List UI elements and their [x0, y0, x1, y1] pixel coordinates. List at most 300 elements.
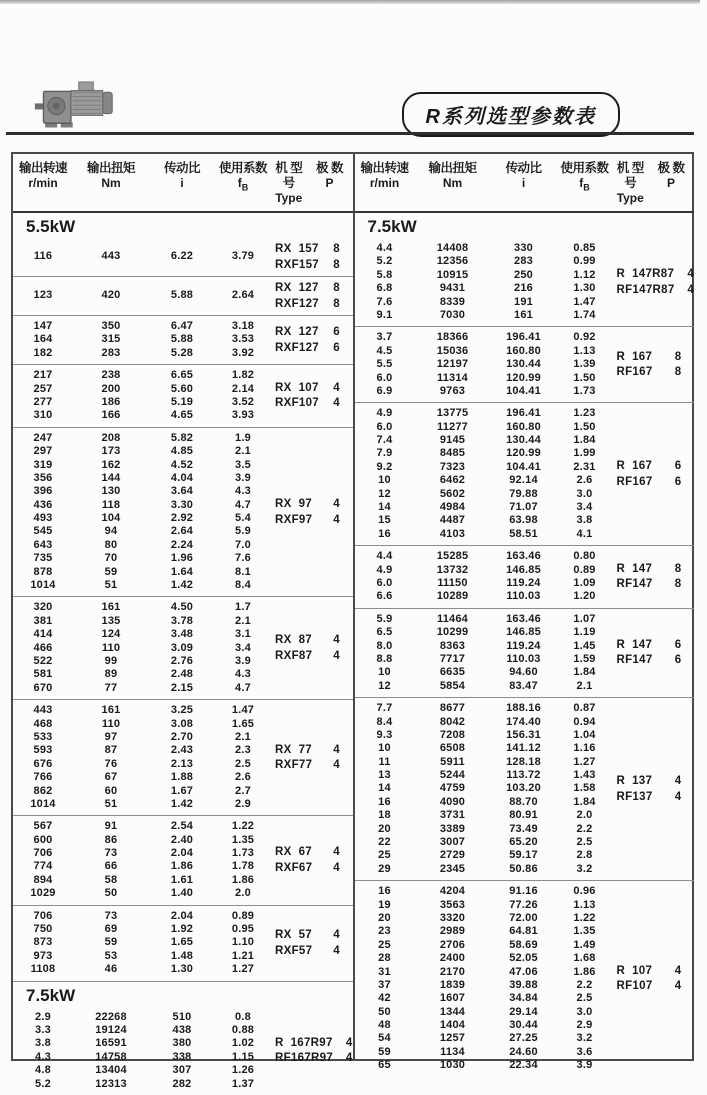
cell-ratio: 2.04 — [170, 847, 194, 860]
table-row — [13, 682, 271, 695]
cell-service-factor: 2.3 — [235, 744, 251, 757]
cell-torque: 420 — [101, 289, 121, 302]
type-block — [271, 497, 353, 527]
cell-ratio: 1.61 — [170, 873, 194, 886]
table-row — [13, 936, 271, 949]
cell-service-factor: 3.6 — [576, 1045, 593, 1058]
cell-speed: 31 — [378, 965, 391, 978]
cell-service-factor: 2.7 — [235, 784, 251, 797]
cell-service-factor: 0.94 — [573, 715, 596, 728]
cell-service-factor: 1.50 — [573, 371, 596, 384]
table-row — [355, 1059, 613, 1072]
cell-speed: 116 — [33, 250, 53, 263]
cell-speed: 6.5 — [376, 626, 393, 639]
cell-torque: 59 — [104, 936, 118, 949]
table-row — [13, 1051, 271, 1064]
cell-poles: 6 — [333, 326, 340, 339]
cell-speed: 123 — [33, 289, 53, 302]
cell-torque: 118 — [101, 498, 121, 511]
header-service-factor: 使用系数 $f_B$ — [218, 161, 267, 193]
table-row — [355, 912, 613, 925]
cell-ratio: 3.25 — [170, 704, 194, 717]
cell-torque: 66 — [104, 860, 118, 873]
cell-ratio: 163.46 — [506, 612, 541, 625]
cell-poles: 8 — [333, 243, 340, 255]
table-row — [13, 923, 271, 936]
cell-poles: 8 — [333, 282, 340, 294]
cell-ratio: 1.42 — [170, 797, 194, 810]
model-group — [13, 238, 353, 276]
table-row — [13, 758, 271, 771]
cell-torque: 14758 — [95, 1050, 127, 1063]
type-line — [271, 297, 353, 312]
cell-torque: 12197 — [436, 358, 469, 371]
table-row — [355, 488, 613, 501]
model-group — [355, 608, 695, 697]
cell-ratio: 2.54 — [170, 820, 194, 833]
cell-torque: 73 — [104, 909, 118, 922]
cell-service-factor: 0.95 — [231, 923, 255, 936]
type-block — [271, 242, 353, 272]
cell-service-factor: 3.0 — [576, 1005, 593, 1018]
model-group — [355, 402, 695, 545]
cell-torque: 94 — [104, 525, 118, 538]
table-row — [13, 499, 271, 512]
cell-speed: 247 — [33, 431, 53, 444]
table-row — [13, 432, 271, 445]
cell-service-factor: 2.9 — [576, 1019, 593, 1032]
table-row — [13, 910, 271, 923]
table-row — [355, 899, 613, 912]
section-power-label: 7.5kW — [367, 217, 417, 236]
cell-speed: 676 — [33, 757, 53, 770]
cell-speed: 16 — [378, 795, 391, 808]
cell-ratio: 510 — [172, 1010, 192, 1023]
cell-speed: 4.5 — [376, 344, 393, 357]
table-row — [13, 887, 271, 900]
table-row — [13, 1024, 271, 1037]
cell-ratio: 1.30 — [170, 963, 194, 976]
model-group — [13, 699, 353, 815]
cell-speed: 297 — [33, 445, 53, 458]
cell-service-factor: 1.26 — [231, 1064, 255, 1077]
cell-torque: 15036 — [436, 344, 469, 357]
cell-service-factor: 0.85 — [573, 242, 596, 254]
cell-ratio: 5.28 — [170, 346, 194, 359]
table-row — [355, 447, 613, 460]
type-line — [613, 577, 695, 592]
cell-poles: 4 — [687, 268, 694, 281]
cell-torque: 8363 — [439, 639, 466, 652]
cell-speed: 766 — [33, 771, 53, 784]
cell-type: RF147 — [616, 578, 653, 591]
cell-torque: 9763 — [439, 384, 466, 397]
cell-poles: 4 — [333, 498, 340, 511]
table-row — [13, 785, 271, 798]
group-rows — [13, 910, 271, 977]
type-line — [271, 281, 353, 296]
cell-service-factor: 1.73 — [231, 847, 255, 860]
model-group — [13, 364, 353, 427]
cell-torque: 4984 — [439, 501, 466, 514]
cell-torque: 59 — [104, 565, 118, 578]
cell-ratio: 4.65 — [170, 409, 194, 422]
table-row — [355, 666, 613, 679]
cell-ratio: 110.03 — [506, 652, 541, 665]
group-rows — [13, 820, 271, 900]
group-rows — [355, 702, 613, 876]
cell-speed: 1108 — [30, 963, 56, 976]
cell-ratio: 83.47 — [509, 679, 538, 692]
model-group — [13, 815, 353, 904]
page-title: R系列选型参数表 — [402, 92, 620, 137]
cell-speed: 310 — [33, 409, 53, 422]
cell-service-factor: 3.53 — [231, 333, 255, 346]
cell-poles: 4 — [345, 1052, 353, 1065]
cell-poles: 4 — [333, 397, 340, 410]
table-row — [13, 485, 271, 498]
cell-speed: 600 — [33, 833, 53, 846]
cell-ratio: 47.06 — [509, 965, 538, 978]
cell-speed: 20 — [378, 822, 391, 835]
cell-torque: 19124 — [95, 1023, 127, 1036]
cell-service-factor: 1.84 — [573, 666, 596, 679]
cell-ratio: 4.85 — [170, 445, 194, 458]
cell-ratio: 1.64 — [170, 565, 194, 578]
cell-torque: 97 — [104, 730, 118, 743]
cell-torque: 87 — [104, 744, 118, 757]
cell-speed: 3.8 — [35, 1037, 51, 1050]
cell-service-factor: 0.96 — [573, 885, 596, 898]
cell-service-factor: 3.4 — [235, 641, 251, 654]
type-line — [613, 350, 695, 365]
cell-ratio: 63.98 — [509, 514, 538, 527]
cell-ratio: 4.04 — [170, 471, 194, 484]
cell-torque: 13732 — [436, 563, 469, 576]
cell-service-factor: 2.14 — [231, 382, 255, 395]
cell-service-factor: 4.3 — [235, 485, 251, 498]
cell-service-factor: 1.27 — [573, 755, 596, 768]
cell-type: RX 57 — [275, 929, 312, 942]
cell-ratio: 160.80 — [506, 344, 541, 357]
cell-torque: 173 — [101, 445, 121, 458]
cell-speed: 20 — [378, 911, 391, 924]
cell-poles: 4 — [333, 944, 340, 957]
cell-poles: 8 — [674, 366, 682, 379]
type-block — [271, 325, 353, 355]
table-row — [355, 742, 613, 755]
cell-poles: 6 — [674, 460, 682, 473]
cell-service-factor: 4.7 — [235, 681, 251, 694]
type-block — [613, 964, 695, 994]
header-speed: 输出转速 r/min — [360, 161, 409, 190]
table-row — [13, 512, 271, 525]
cell-service-factor: 1.19 — [573, 626, 596, 639]
cell-torque: 2729 — [439, 849, 466, 862]
cell-speed: 735 — [33, 552, 53, 565]
cell-type: RF137 — [616, 790, 653, 803]
cell-service-factor: 1.15 — [231, 1050, 255, 1063]
cell-type: R 147 — [616, 638, 653, 651]
cell-ratio: 380 — [172, 1037, 192, 1050]
cell-service-factor: 3.2 — [576, 862, 593, 875]
cell-ratio: 2.40 — [170, 833, 194, 846]
cell-service-factor: 1.47 — [573, 295, 596, 308]
cell-speed: 4.9 — [376, 407, 393, 420]
group-rows — [13, 250, 271, 263]
cell-ratio: 39.88 — [509, 978, 538, 991]
cell-speed: 873 — [33, 936, 53, 949]
table-row — [355, 702, 613, 715]
cell-torque: 124 — [101, 628, 121, 641]
table-right-body — [355, 213, 695, 1077]
cell-torque: 3563 — [439, 898, 466, 911]
cell-torque: 6462 — [439, 474, 466, 487]
cell-speed: 257 — [33, 382, 53, 395]
cell-service-factor: 1.35 — [231, 833, 255, 846]
cell-poles: 4 — [687, 283, 694, 296]
cell-ratio: 2.04 — [170, 909, 194, 922]
table-row — [355, 590, 613, 603]
table-row — [355, 528, 613, 541]
cell-service-factor: 3.18 — [231, 320, 255, 332]
cell-ratio: 27.25 — [509, 1032, 538, 1045]
cell-service-factor: 2.8 — [576, 849, 593, 862]
cell-speed: 774 — [33, 860, 53, 873]
cell-ratio: 141.12 — [506, 742, 541, 755]
cell-type: R 167 — [616, 460, 653, 473]
cell-service-factor: 1.99 — [573, 447, 596, 460]
cell-speed: 19 — [378, 898, 391, 911]
cell-speed: 706 — [33, 909, 53, 922]
model-group — [13, 427, 353, 597]
cell-ratio: 113.72 — [506, 769, 541, 782]
table-row — [13, 771, 271, 784]
cell-service-factor: 1.47 — [231, 704, 255, 717]
gearmotor-illustration — [34, 80, 120, 132]
cell-type: RF107 — [616, 980, 653, 993]
table-row — [13, 369, 271, 382]
model-group — [13, 1007, 353, 1095]
cell-ratio: 338 — [172, 1050, 192, 1063]
cell-ratio: 283 — [514, 255, 533, 268]
cell-service-factor: 1.23 — [573, 407, 596, 420]
cell-torque: 15285 — [436, 550, 469, 563]
cell-speed: 436 — [33, 498, 53, 511]
cell-torque: 1404 — [439, 1019, 466, 1032]
cell-service-factor: 1.7 — [235, 601, 251, 614]
cell-torque: 13775 — [436, 407, 469, 420]
cell-service-factor: 1.39 — [573, 358, 596, 371]
type-block — [271, 1036, 365, 1066]
cell-torque: 238 — [101, 369, 121, 382]
header-poles: 极 数 P — [657, 161, 685, 190]
table-row — [355, 372, 613, 385]
type-line — [271, 513, 353, 528]
table-row — [355, 863, 613, 876]
cell-ratio: 1.48 — [170, 949, 194, 962]
table-row — [355, 729, 613, 742]
cell-speed: 3.7 — [376, 331, 393, 344]
cell-service-factor: 3.0 — [576, 487, 593, 500]
cell-speed: 147 — [33, 320, 53, 332]
cell-service-factor: 2.0 — [576, 809, 593, 822]
cell-ratio: 2.24 — [170, 538, 194, 551]
cell-torque: 10299 — [436, 626, 469, 639]
cell-torque: 104 — [101, 512, 121, 525]
page-top-scan-edge — [0, 0, 700, 4]
cell-ratio: 94.60 — [509, 666, 538, 679]
cell-type: R 137 — [616, 775, 653, 788]
table-row — [355, 626, 613, 639]
cell-speed: 25 — [378, 938, 391, 951]
cell-service-factor: 1.22 — [573, 911, 596, 924]
cell-torque: 73 — [104, 847, 118, 860]
cell-torque: 86 — [104, 833, 118, 846]
cell-torque: 11464 — [437, 612, 468, 625]
cell-torque: 7030 — [439, 308, 466, 321]
cell-speed: 320 — [33, 601, 53, 614]
type-block — [613, 267, 707, 297]
type-line — [613, 790, 695, 805]
table-row — [355, 550, 613, 563]
table-row — [355, 716, 613, 729]
cell-poles: 4 — [333, 743, 340, 756]
cell-ratio: 59.17 — [509, 849, 538, 862]
table-row — [355, 514, 613, 527]
cell-torque: 161 — [101, 601, 121, 614]
table-right-half — [353, 154, 695, 1072]
cell-torque: 110 — [101, 717, 121, 730]
cell-service-factor: 0.89 — [573, 563, 596, 576]
table-row — [13, 1078, 271, 1091]
cell-torque: 2170 — [439, 965, 466, 978]
table-row — [13, 320, 271, 333]
cell-torque: 4487 — [439, 514, 466, 527]
group-rows — [13, 432, 271, 593]
table-row — [355, 782, 613, 795]
table-row — [355, 952, 613, 965]
cell-speed: 14 — [378, 782, 391, 795]
type-line — [613, 267, 707, 282]
cell-type: RXF67 — [275, 861, 313, 874]
table-row — [13, 798, 271, 811]
cell-speed: 6.0 — [376, 420, 393, 433]
cell-torque: 1607 — [439, 992, 466, 1005]
type-block — [613, 562, 695, 592]
cell-ratio: 6.22 — [170, 250, 194, 263]
model-group — [355, 880, 695, 1076]
cell-speed: 277 — [33, 395, 53, 408]
table-row — [355, 613, 613, 626]
cell-type: RX 127 — [275, 282, 319, 294]
type-line — [271, 928, 353, 943]
table-row — [355, 680, 613, 693]
table-row — [13, 615, 271, 628]
table-row — [355, 296, 613, 309]
cell-torque: 144 — [101, 471, 121, 484]
model-group — [355, 238, 695, 326]
table-row — [355, 756, 613, 769]
cell-ratio: 104.41 — [506, 460, 541, 473]
section-power-label: 5.5kW — [26, 217, 76, 236]
cell-torque: 1257 — [439, 1032, 466, 1045]
type-line — [271, 396, 353, 411]
cell-torque: 11277 — [437, 420, 468, 433]
table-left-body — [13, 213, 353, 1095]
cell-ratio: 119.24 — [506, 576, 541, 589]
cell-type: RXF127 — [275, 341, 319, 354]
cell-ratio: 1.86 — [170, 860, 194, 873]
cell-speed: 18 — [378, 809, 391, 822]
header-rule — [6, 132, 694, 135]
cell-type: RF167R97 — [275, 1052, 334, 1065]
cell-type: RXF157 — [275, 258, 319, 271]
cell-torque: 60 — [104, 784, 118, 797]
cell-type: RX 107 — [275, 381, 319, 394]
cell-service-factor: 3.1 — [235, 628, 251, 641]
table-row — [355, 242, 613, 255]
header-speed: 输出转速 r/min — [18, 161, 67, 190]
table-row — [355, 407, 613, 420]
cell-poles: 6 — [674, 654, 682, 667]
table-row — [13, 579, 271, 592]
type-line — [271, 743, 353, 758]
cell-ratio: 29.14 — [509, 1005, 538, 1018]
cell-speed: 593 — [33, 744, 53, 757]
cell-type: RF167 — [616, 475, 653, 488]
type-line — [613, 475, 695, 490]
cell-speed: 9.3 — [376, 728, 393, 741]
table-row — [355, 1046, 613, 1059]
table-row — [355, 474, 613, 487]
table-row — [355, 979, 613, 992]
cell-ratio: 2.64 — [170, 525, 194, 538]
cell-service-factor: 3.92 — [231, 346, 255, 359]
table-row — [13, 347, 271, 360]
cell-speed: 6.0 — [376, 576, 393, 589]
cell-speed: 7.6 — [376, 295, 393, 308]
cell-torque: 12313 — [95, 1077, 127, 1090]
group-rows — [13, 369, 271, 423]
cell-speed: 14 — [378, 501, 391, 514]
table-row — [13, 655, 271, 668]
type-line — [271, 1036, 365, 1051]
cell-service-factor: 1.16 — [573, 742, 596, 755]
type-line — [613, 979, 695, 994]
header-ratio: 传动比 i — [163, 161, 200, 190]
type-line — [271, 649, 353, 664]
cell-torque: 99 — [104, 654, 118, 667]
type-block — [271, 633, 353, 663]
cell-service-factor: 3.79 — [231, 250, 255, 263]
cell-torque: 2706 — [439, 938, 466, 951]
cell-speed: 356 — [33, 471, 53, 484]
group-rows — [355, 550, 613, 604]
table-row — [13, 383, 271, 396]
cell-ratio: 3.08 — [170, 717, 194, 730]
type-line — [271, 497, 353, 512]
cell-ratio: 64.81 — [509, 925, 538, 938]
table-row — [355, 255, 613, 268]
type-block — [613, 638, 695, 668]
table-row — [355, 849, 613, 862]
cell-type: RXF57 — [275, 944, 313, 957]
cell-service-factor: 1.74 — [573, 308, 596, 321]
selection-table — [11, 152, 694, 1090]
type-line — [271, 1051, 365, 1066]
cell-service-factor: 1.13 — [573, 344, 596, 357]
